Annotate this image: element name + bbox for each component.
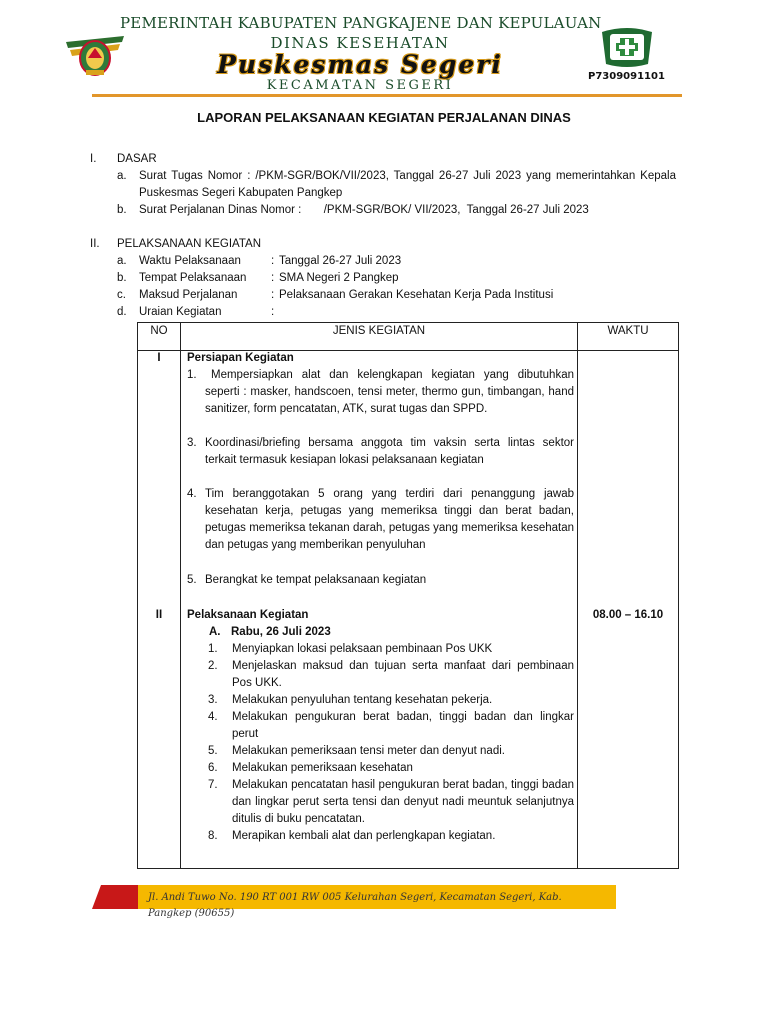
list-item-number: 5. [187,574,197,586]
detail-label: Maksud Perjalanan [139,289,238,301]
day-title: Rabu, 26 Juli 2023 [231,626,331,638]
list-item-number: 3. [208,694,218,706]
row-2-time: 08.00 – 16.10 [592,609,664,621]
section-1-b-text: Surat Perjalanan Dinas Nomor : /PKM-SGR/BOK/ VII/2023, Tanggal 26-27 Juli 2023 [139,204,589,216]
footer-red-accent [92,885,142,909]
header-jenis-kegiatan: JENIS KEGIATAN [332,325,426,337]
footer-address: Jl. Andi Tuwo No. 190 RT 001 RW 005 Kelurahan Segeri, Kecamatan Segeri, Kab. Pangkep (90655) [148,892,562,919]
list-item-number: 5. [208,745,218,757]
detail-letter: b. [117,272,127,284]
list-item-text: Menyiapkan lokasi pelaksaan pembinaan Pos UKK [232,643,493,655]
detail-separator: : [271,306,275,318]
list-item-text: Tim beranggotakan 5 orang yang terdiri dari penanggung jawab kesehatan kerja, petugas yang memeriksa tinggi dan berat badan, petugas memeriksa tekanan darah, petugas yang memeriksa kesehatan dan petugas yang memberikan penyuluhan [205,488,574,551]
puskesmas-code: P7309091101 [588,71,665,82]
activity-table [137,322,679,869]
section-1-b-letter: b. [117,204,127,216]
regency-emblem-logo [64,28,126,78]
letterhead-government: PEMERINTAH KABUPATEN PANGKAJENE DAN KEPULAUAN [120,14,602,32]
list-item-text: Koordinasi/briefing bersama anggota tim vaksin serta lintas sektor terkait termasuk kesiapan lokasi pelaksanaan kegiatan [205,437,574,466]
list-item-number: 4. [187,488,197,500]
detail-label: Uraian Kegiatan [139,306,222,318]
section-1-a-text: Surat Tugas Nomor : /PKM-SGR/BOK/VII/2023, Tanggal 26-27 Juli 2023 yang memerintahkan Kepala Puskesmas Segeri Kabupaten Pangkep [139,170,676,199]
letterhead-rule [92,94,682,97]
list-item-text: Merapikan kembali alat dan perlengkapan kegiatan. [232,830,496,842]
letterhead-district: KECAMATAN SEGERI [266,78,454,93]
day-letter: A. [209,626,221,638]
letterhead-department: DINAS KESEHATAN [270,34,450,52]
detail-letter: c. [117,289,126,301]
list-item-number: 1. [208,643,218,655]
table-divider [180,323,181,868]
list-item-number: 3. [187,437,197,449]
detail-value: SMA Negeri 2 Pangkep [279,272,399,284]
list-item-text: Melakukan pemeriksaan tensi meter dan denyut nadi. [232,745,505,757]
detail-value: Tanggal 26-27 Juli 2023 [279,255,402,267]
list-item-number: 1. [187,369,197,381]
letterhead-puskesmas: Puskesmas Segeri [217,50,503,79]
detail-label: Tempat Pelaksanaan [139,272,247,284]
section-1-heading: DASAR [117,153,157,165]
row-2-number: II [155,609,163,621]
row-1-number: I [157,352,161,364]
detail-label: Waktu Pelaksanaan [139,255,241,267]
list-item-text: Melakukan pemeriksaan kesehatan [232,762,413,774]
list-item-number: 7. [208,779,218,791]
list-item-number: 4. [208,711,218,723]
section-1-number: I. [90,153,97,165]
section-1-a-letter: a. [117,170,127,182]
list-item-number: 8. [208,830,218,842]
list-item-number: 6. [208,762,218,774]
detail-value: Pelaksanaan Gerakan Kesehatan Kerja Pada Institusi [279,289,554,301]
list-item-number: 2. [208,660,218,672]
section-2-heading: PELAKSANAAN KEGIATAN [117,238,262,250]
list-item-text: Mempersiapkan alat dan kelengkapan kegiatan yang dibutuhkan seperti : masker, handscoen, tensi meter, thermo gun, timbangan, hand sanitizer, form pencatatan, ATK, surat tugas dan SPPD. [205,369,574,415]
detail-letter: a. [117,255,127,267]
list-item-text: Melakukan pengukuran berat badan, tinggi badan dan lingkar perut [232,711,574,740]
list-item-text: Berangkat ke tempat pelaksanaan kegiatan [205,574,427,586]
list-item-text: Melakukan penyuluhan tentang kesehatan pekerja. [232,694,493,706]
list-item-text: Menjelaskan maksud dan tujuan serta manfaat dari pembinaan Pos UKK. [232,660,574,689]
document-title: LAPORAN PELAKSANAAN KEGIATAN PERJALANAN DINAS [197,110,571,125]
puskesmas-logo [598,24,656,68]
row-2-title: Pelaksanaan Kegiatan [187,609,309,621]
list-item-text: Melakukan pencatatan hasil pengukuran berat badan, tinggi badan dan lingkar perut serta tensi dan denyut nadi meuntuk selanjutnya ditulis di buku pencatatan. [232,779,574,825]
detail-separator: : [271,289,275,301]
table-divider [577,323,578,868]
section-2-number: II. [90,238,100,250]
detail-separator: : [271,272,275,284]
detail-letter: d. [117,306,127,318]
header-no: NO [150,325,168,337]
row-1-title: Persiapan Kegiatan [187,352,294,364]
header-waktu: WAKTU [607,325,649,337]
detail-separator: : [271,255,275,267]
